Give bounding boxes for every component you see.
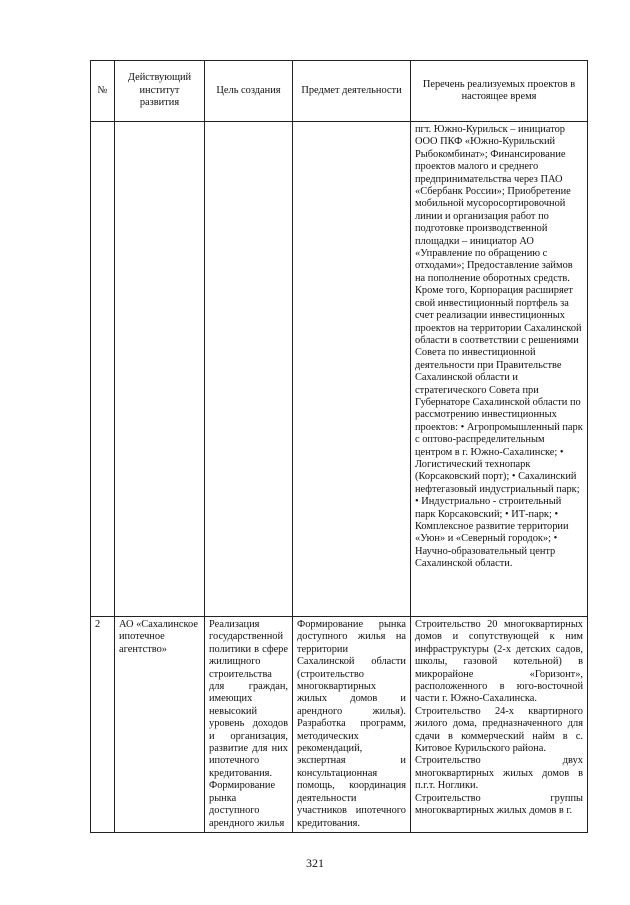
table-header-row [91, 61, 588, 122]
cell-number: 2 [91, 617, 115, 833]
cell-goal-empty [205, 122, 293, 617]
cell-institute: АО «Сахалинское ипотечное агентство» [115, 617, 205, 833]
project-paragraph: Строительство 20 многоквартирных домов и сопутствующей к ним инфраструктуры (2-х детских садов, школы, газовой котельной) в микрорайоне «Горизонт», расположенного в юго-восточной части г. Южно-Сахалинска. [415, 619, 583, 705]
table-row [91, 617, 588, 833]
header-number: № [91, 61, 115, 122]
header-goal: Цель создания [205, 61, 293, 122]
table-row [91, 122, 588, 617]
cell-institute-empty [115, 122, 205, 617]
header-projects: Перечень реализуемых проектов в настоящее время [411, 61, 588, 122]
header-institute: Действующий институт развития [115, 61, 205, 122]
cell-activity: Формирование рынка доступного жилья на территории Сахалинской области (строительство многоквартирных жилых домов и арендного жилья). Разработка программ, методических рекомендаций, экспертная и консультационная помощь, координация деятельности участников ипотечного кредитования. [293, 617, 411, 833]
cell-projects-continued: пгт. Южно-Курильск – инициатор ООО ПКФ «Южно-Курильский Рыбокомбинат»; Финансирование проектов малого и среднего предпринимательства через ПАО «Сбербанк России»; Приобретение мобильной мусоросортировочной линии и организация работ по подготовке производственной площадки – инициатор АО «Управление по обращению с отходами»; Предоставление займов на пополнение оборотных средств. Кроме того, Корпорация расширяет свой инвестиционный портфель за счет реализации инвестиционных проектов на территории Сахалинской области в соответствии с решениями Совета по инвестиционной деятельности при Правительстве Сахалинской области и стратегического Совета при Губернаторе Сахалинской области по рассмотрению инвестиционных проектов: • Агропромышленный парк с оптово-распределительным центром в г. Южно-Сахалинске; • Логистический технопарк (Корсаковский порт); • Сахалинский нефтегазовый индустриальный парк; • Индустриально - строительный парк Корсаковский; • ИТ-парк; • Комплексное развитие территории «Уюн» и «Северный городок»; • Научно-образовательный центр Сахалинской области. [411, 122, 588, 617]
project-paragraph: Строительство 24-х квартирного жилого дома, предназначенного для сдачи в коммерческий найм в с. Китовое Курильского района. [415, 705, 583, 755]
cell-activity-empty [293, 122, 411, 617]
cell-number-empty [91, 122, 115, 617]
project-paragraph: Строительство двух многоквартирных жилых домов в п.г.т. Ноглики. [415, 755, 583, 792]
page-number: 321 [306, 856, 324, 870]
project-paragraph: Строительство группы многоквартирных жилых домов в г. [415, 792, 583, 817]
cell-projects [411, 617, 588, 833]
projects-table [90, 60, 588, 833]
header-activity: Предмет деятельности [293, 61, 411, 122]
cell-goal: Реализация государственной политики в сфере жилищного строительства для граждан, имеющих невысокий уровень доходов и организация, развитие для них ипотечного кредитования. Формирование рынка доступного арендного жилья [205, 617, 293, 833]
